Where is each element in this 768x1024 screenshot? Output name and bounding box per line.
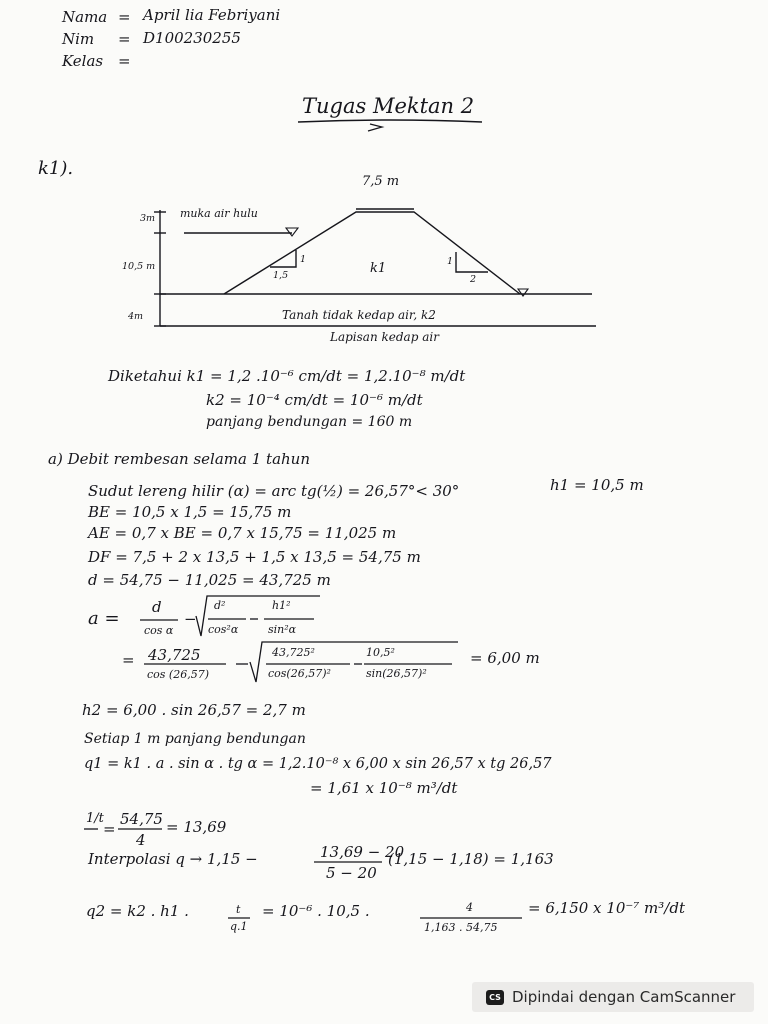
interp-left: Interpolasi q → 1,15 − <box>88 850 258 868</box>
a2-den2: cos(26,57)² <box>268 667 331 680</box>
muka-air-label: muka air hulu <box>180 207 258 220</box>
t-lhs: 1/t <box>86 811 104 826</box>
nama-value: April lia Febriyani <box>143 6 281 24</box>
t-eq: = <box>103 820 116 838</box>
h2-line: h2 = 6,00 . sin 26,57 = 2,7 m <box>82 701 306 719</box>
a2-result: = 6,00 m <box>470 649 540 667</box>
a2-num2: 43,725² <box>272 646 315 659</box>
question-number: k1). <box>38 158 74 179</box>
q2-frac-den: q.1 <box>230 920 248 933</box>
kelas-label: Kelas <box>62 52 104 70</box>
kelas-sep: = <box>118 52 131 70</box>
q2-result: = 6,150 x 10⁻⁷ m³/dt <box>528 899 685 917</box>
a2-num1: 43,725 <box>148 646 201 664</box>
a2-num3: 10,5² <box>366 646 395 659</box>
q2-num: 4 <box>466 901 473 914</box>
a-num-h2: h1² <box>272 599 291 612</box>
slope-right-v: 1 <box>447 256 454 267</box>
nama-sep: = <box>118 8 131 26</box>
dim-base: 4m <box>128 311 144 322</box>
given-line-2: k2 = 10⁻⁴ cm/dt = 10⁻⁶ m/dt <box>206 391 423 409</box>
lapisan-label: Lapisan kedap air <box>330 330 439 344</box>
dim-water-height: 10,5 m <box>122 261 156 272</box>
part-a-heading: a) Debit rembesan selama 1 tahun <box>48 450 310 468</box>
q1-line-1: q1 = k1 . a . sin α . tg α = 1,2.10⁻⁸ x 6,00 x sin 26,57 x tg 26,57 <box>84 756 552 772</box>
nama-label: Nama <box>62 8 108 26</box>
given-line-3: panjang bendungan = 160 m <box>206 414 413 430</box>
crest-width-label: 7,5 m <box>362 174 400 189</box>
a-lhs: a = <box>88 608 120 629</box>
q2-mid: = 10⁻⁶ . 10,5 . <box>262 902 370 920</box>
h1-note: h1 = 10,5 m <box>550 476 644 494</box>
camscanner-watermark <box>472 982 754 1012</box>
dim-3m: 3m <box>140 213 156 224</box>
q2-frac-num: t <box>236 903 241 916</box>
be-line: BE = 10,5 x 1,5 = 15,75 m <box>88 503 292 521</box>
tanah-label: Tanah tidak kedap air, k2 <box>282 308 436 322</box>
sudut-line: Sudut lereng hilir (α) = arc tg(½) = 26,57°< 30° <box>88 482 460 500</box>
page-title: Tugas Mektan 2 <box>302 94 475 118</box>
a-minus: − <box>184 610 197 628</box>
q2-lhs: q2 = k2 . h1 . <box>86 902 189 920</box>
t-num: 54,75 <box>120 810 163 828</box>
nim-value: D100230255 <box>143 29 241 47</box>
a2-den3: sin(26,57)² <box>366 667 427 680</box>
t-result: = 13,69 <box>166 818 227 836</box>
k1-label: k1 <box>370 261 387 276</box>
slope-right-h: 2 <box>470 274 477 285</box>
interp-den: 5 − 20 <box>326 864 377 882</box>
q2-den: 1,163 . 54,75 <box>424 921 498 934</box>
camscanner-icon: CS <box>486 990 504 1005</box>
a-den-cos2: cos²α <box>208 623 239 636</box>
interp-num: 13,69 − 20 <box>320 843 405 861</box>
df-line: DF = 7,5 + 2 x 13,5 + 1,5 x 13,5 = 54,75 m <box>88 548 421 566</box>
nim-sep: = <box>118 30 131 48</box>
interp-right: (1,15 − 1,18) = 1,163 <box>388 850 554 868</box>
a-den-sin2: sin²α <box>268 623 297 636</box>
a2-den1: cos (26,57) <box>147 668 209 681</box>
a2-eq: = <box>122 651 135 669</box>
ae-line: AE = 0,7 x BE = 0,7 x 15,75 = 11,025 m <box>88 524 397 542</box>
d-line: d = 54,75 − 11,025 = 43,725 m <box>88 571 331 589</box>
nim-label: Nim <box>62 30 95 48</box>
q1-line-2: = 1,61 x 10⁻⁸ m³/dt <box>310 779 458 797</box>
a-den-cos: cos α <box>144 624 174 637</box>
given-line-1: Diketahui k1 = 1,2 .10⁻⁶ cm/dt = 1,2.10⁻⁸ m/dt <box>108 367 466 385</box>
a-num-d2: d² <box>214 599 226 612</box>
camscanner-text: Dipindai dengan CamScanner <box>512 988 736 1006</box>
a-num-d: d <box>152 598 162 616</box>
slope-left-v: 1 <box>300 254 307 265</box>
setiap-line: Setiap 1 m panjang bendungan <box>84 731 306 747</box>
slope-left-h: 1,5 <box>273 270 289 281</box>
t-den: 4 <box>136 831 146 849</box>
